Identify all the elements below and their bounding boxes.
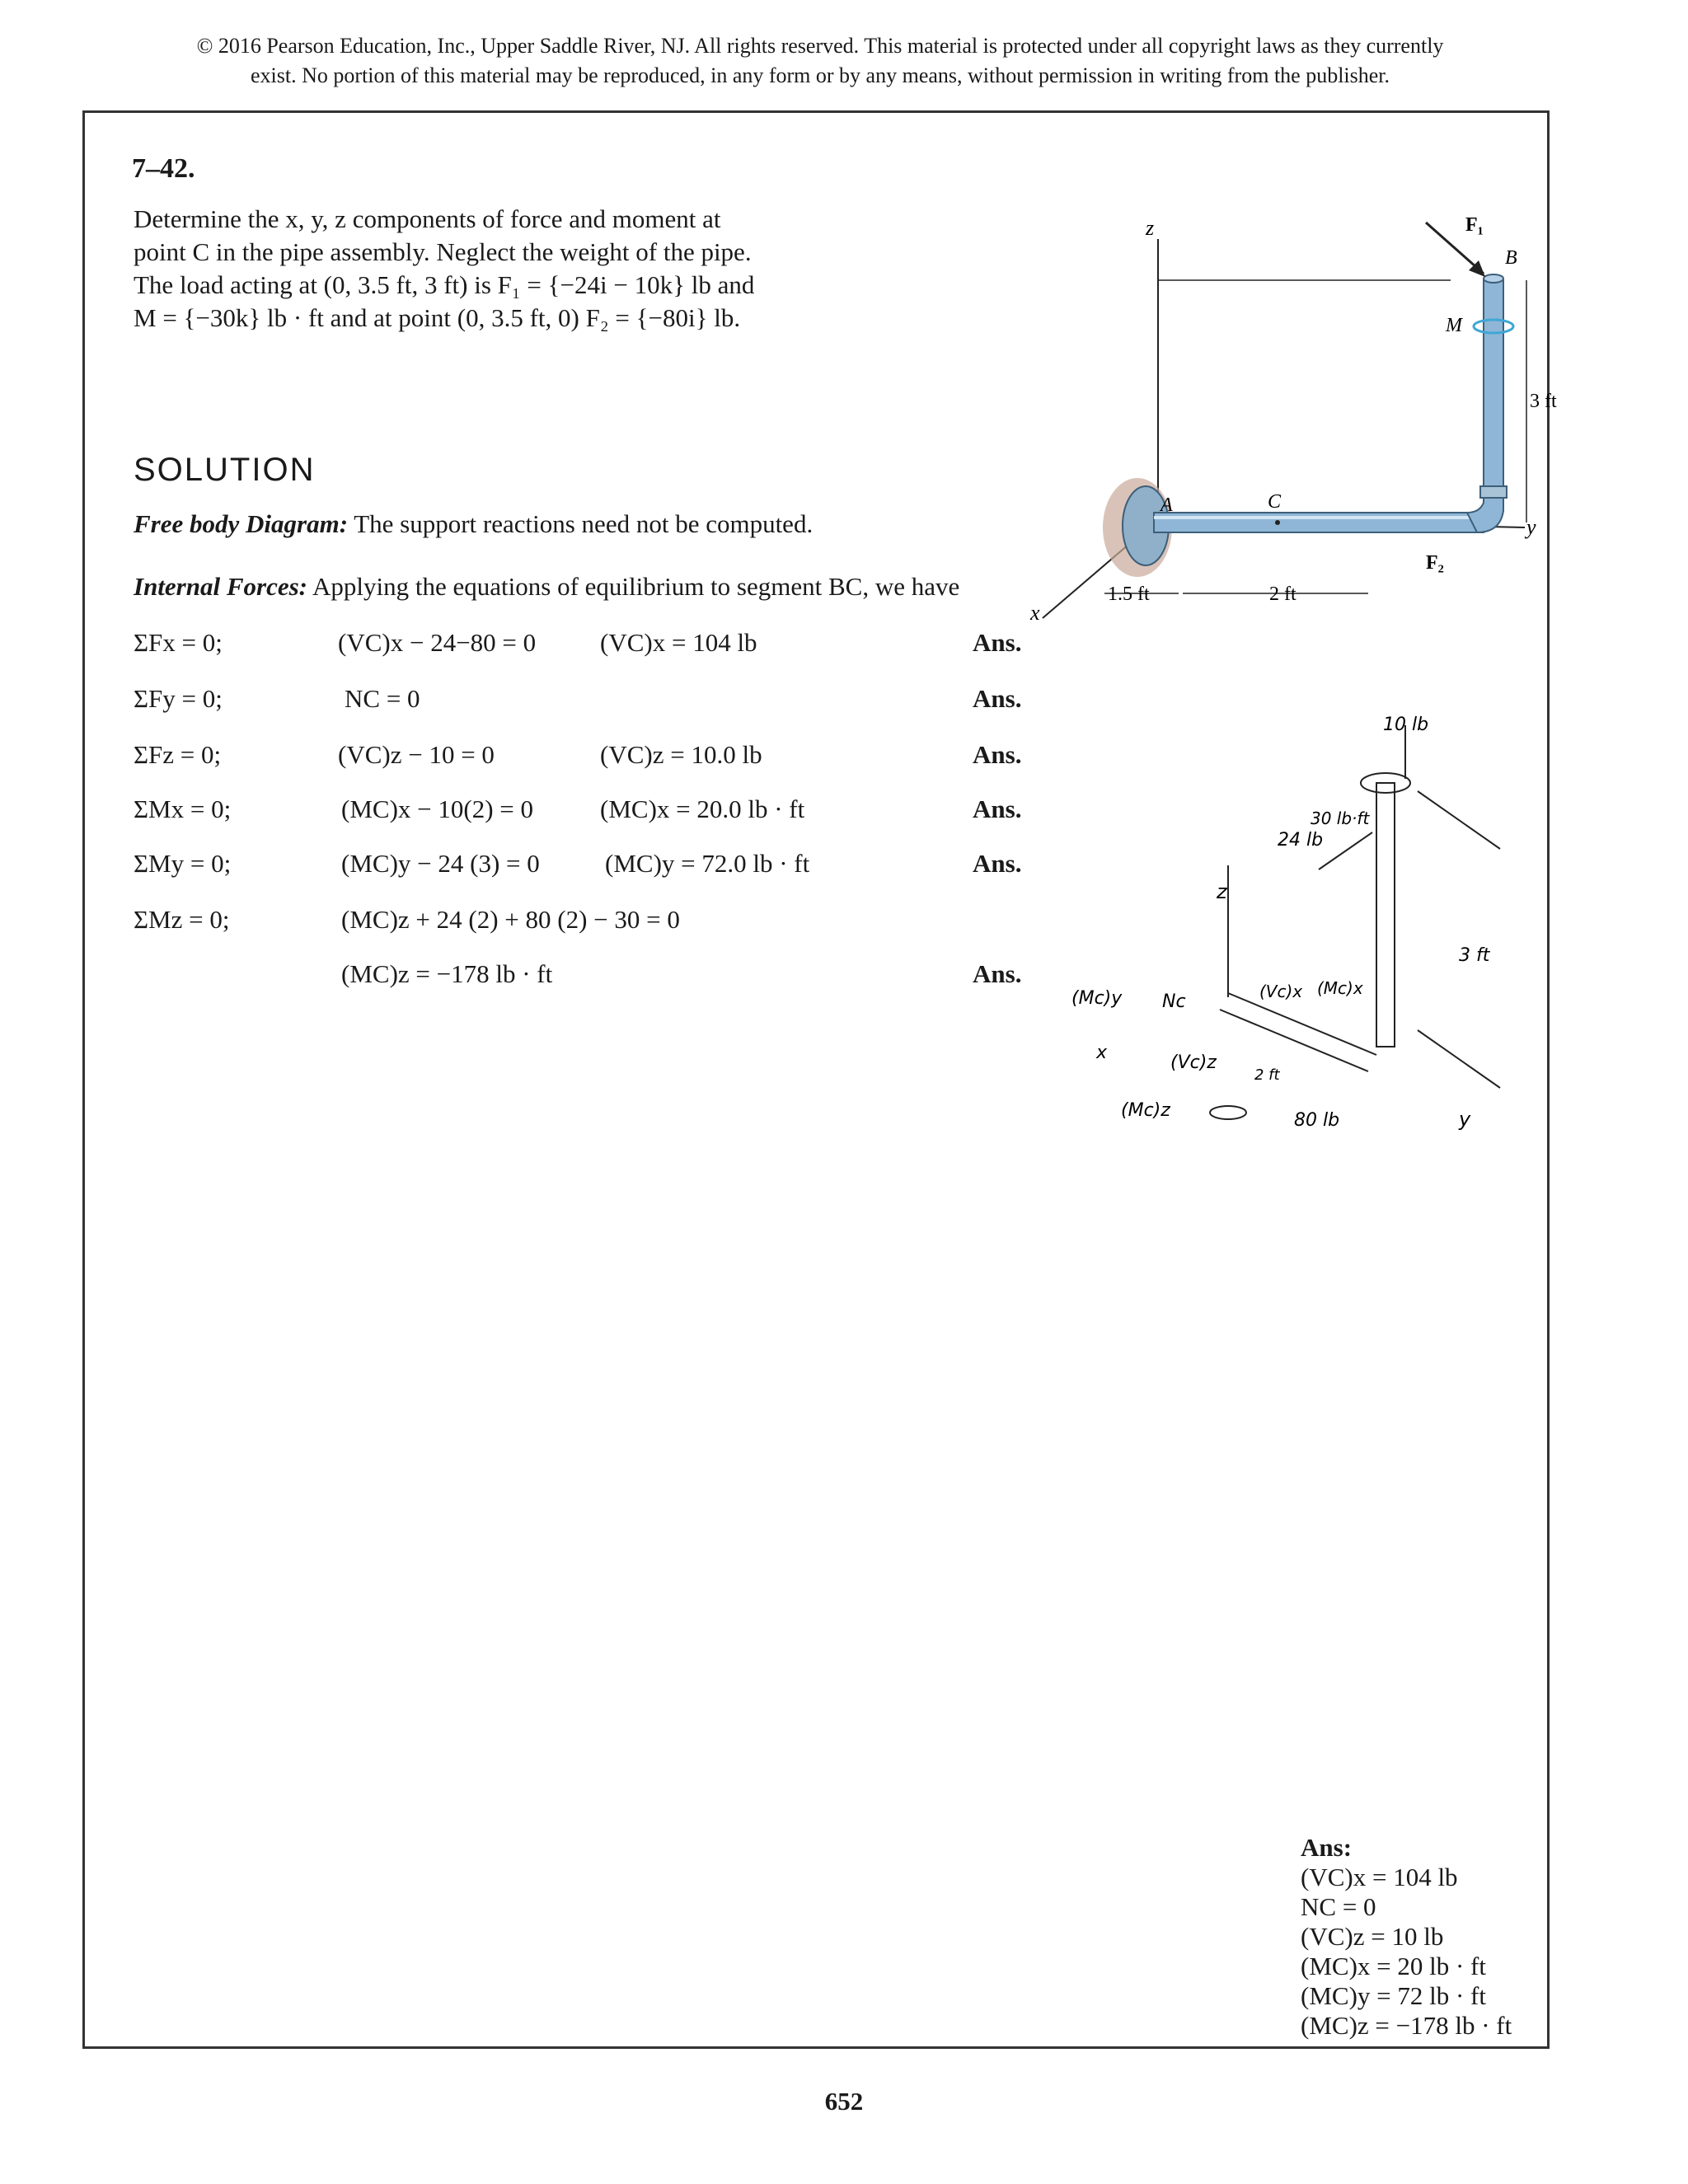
fbd-mcx-label: (Mc)x (1317, 978, 1363, 998)
point-a-label: A (1160, 494, 1173, 516)
fbd-y-guide-bottom (1418, 1030, 1500, 1088)
pipe-ac (1154, 513, 1484, 532)
eq-cond-6: ΣMz = 0; (134, 905, 230, 934)
eq-ans-2: Ans. (973, 684, 1022, 713)
statement-line-3: The load acting at (0, 3.5 ft, 3 ft) is F₁ = {−24i − 10k} lb and (134, 270, 755, 299)
eq-expr-4: (MC)x − 10(2) = 0 (341, 794, 533, 823)
pipe-assembly-figure (1022, 206, 1557, 668)
statement-line-4: M = {−30k} lb · ft and at point (0, 3.5 ft, 0) F₂ = {−80i} lb. (134, 303, 741, 332)
final-answer-line: (MC)x = 20 lb · ft (1301, 1952, 1486, 1980)
internal-text: Applying the equations of equilibrium to segment BC, we have (307, 572, 960, 601)
eq-cond-5: ΣMy = 0; (134, 849, 232, 878)
eq-expr-5: (MC)y − 24 (3) = 0 (341, 849, 540, 878)
eq-expr-1: (VC)x − 24−80 = 0 (338, 628, 537, 657)
eq-expr-3: (VC)z − 10 = 0 (338, 740, 495, 769)
statement-line-1: Determine the x, y, z components of force and moment at (134, 204, 721, 233)
point-c-dot (1275, 520, 1280, 525)
eq-ans-1: Ans. (973, 628, 1022, 657)
eq-ans-3: Ans. (973, 740, 1022, 769)
internal-forces-paragraph (134, 572, 959, 602)
eq-result-3: (VC)z = 10.0 lb (600, 740, 762, 769)
fbd-y-label: y (1459, 1108, 1471, 1131)
point-b-label: B (1505, 247, 1517, 269)
dim-3ft-label: 3 ft (1530, 391, 1557, 412)
eq-cond-2: ΣFy = 0; (134, 684, 223, 713)
copyright-line-1: © 2016 Pearson Education, Inc., Upper Saddle River, NJ. All rights reserved. This material is protected under all copyright laws as they currently (196, 34, 1444, 58)
x-axis-label: x (1030, 601, 1040, 625)
eq-cond-3: ΣFz = 0; (134, 740, 222, 769)
fbd-pipe-bottom-edge (1220, 1010, 1368, 1071)
statement-line-2: point C in the pipe assembly. Neglect the weight of the pipe. (134, 237, 752, 266)
dim-15ft-label: 1.5 ft (1108, 583, 1150, 605)
eq-ans-7: Ans. (973, 959, 1022, 988)
internal-label: Internal Forces: (134, 572, 307, 601)
final-answer-line: (VC)z = 10 lb (1301, 1922, 1444, 1951)
problem-number: 7–42. (132, 153, 195, 184)
final-answer-line: (VC)x = 104 lb (1301, 1863, 1458, 1891)
final-answers (1301, 1833, 1512, 2041)
y-axis-label: y (1526, 515, 1536, 539)
fbd-mcz-arrow (1210, 1106, 1246, 1119)
pipe-top-b (1484, 274, 1503, 283)
eq-expr-7: (MC)z = −178 lb · ft (341, 959, 553, 988)
fbd-10lb-label: 10 lb (1383, 715, 1429, 735)
fbd-y-guide (1418, 791, 1500, 849)
pipe-vertical (1484, 280, 1503, 488)
final-answer-line: (MC)z = −178 lb · ft (1301, 2011, 1512, 2040)
fbd-80lb-label: 80 lb (1294, 1110, 1340, 1131)
fbd-30lbft-label: 30 lb·ft (1311, 808, 1370, 828)
fbd-mcy-label: (Mc)y (1071, 988, 1123, 1009)
eq-expr-2: NC = 0 (345, 684, 420, 713)
final-answers-heading: Ans: (1301, 1833, 1353, 1862)
fbd-2ft-label: 2 ft (1254, 1066, 1280, 1084)
fbd-24lb-label: 24 lb (1278, 830, 1324, 851)
eq-result-5: (MC)y = 72.0 lb · ft (605, 849, 810, 878)
eq-cond-4: ΣMx = 0; (134, 794, 232, 823)
fbd-x-label: x (1096, 1043, 1108, 1063)
z-axis-label: z (1146, 216, 1155, 240)
final-answer-line: (MC)y = 72 lb · ft (1301, 1981, 1486, 2010)
final-answer-line: NC = 0 (1301, 1892, 1376, 1921)
fbd-label: Free body Diagram: (134, 509, 349, 538)
fbd-text: The support reactions need not be computed. (348, 509, 814, 538)
dim-2ft-label: 2 ft (1269, 583, 1296, 605)
fbd-mcz-label: (Mc)z (1121, 1100, 1170, 1121)
eq-cond-1: ΣFx = 0; (134, 628, 223, 657)
eq-result-1: (VC)x = 104 lb (600, 628, 757, 657)
fbd-vcz-label: (Vc)z (1170, 1052, 1217, 1073)
pipe-coupling (1480, 486, 1507, 498)
eq-result-4: (MC)x = 20.0 lb · ft (600, 794, 805, 823)
eq-ans-5: Ans. (973, 849, 1022, 878)
fbd-nc-label: Nc (1162, 991, 1186, 1012)
fbd-vcx-label: (Vc)x (1259, 982, 1303, 1001)
moment-m-label: M (1446, 315, 1462, 336)
point-c-label: C (1268, 491, 1282, 513)
eq-ans-4: Ans. (973, 794, 1022, 823)
solution-heading: SOLUTION (134, 452, 316, 488)
problem-statement (134, 203, 809, 335)
eq-expr-6: (MC)z + 24 (2) + 80 (2) − 30 = 0 (341, 905, 680, 934)
fbd-vertical-pipe (1376, 783, 1395, 1047)
fbd-3ft-label: 3 ft (1459, 945, 1490, 966)
f1-label: F₁ (1465, 214, 1484, 236)
fbd-paragraph (134, 509, 813, 539)
fbd-z-label: z (1217, 880, 1227, 903)
copyright-notice (124, 31, 1517, 91)
f2-label: F₂ (1426, 552, 1444, 574)
fbd-pipe-top-edge (1228, 993, 1376, 1055)
free-body-diagram (1071, 701, 1582, 1195)
page-number: 652 (824, 2087, 864, 2116)
fbd-24lb-arrow (1319, 832, 1372, 869)
copyright-line-2: exist. No portion of this material may be reproduced, in any form or by any means, without permission in writing from the publisher. (250, 63, 1390, 87)
